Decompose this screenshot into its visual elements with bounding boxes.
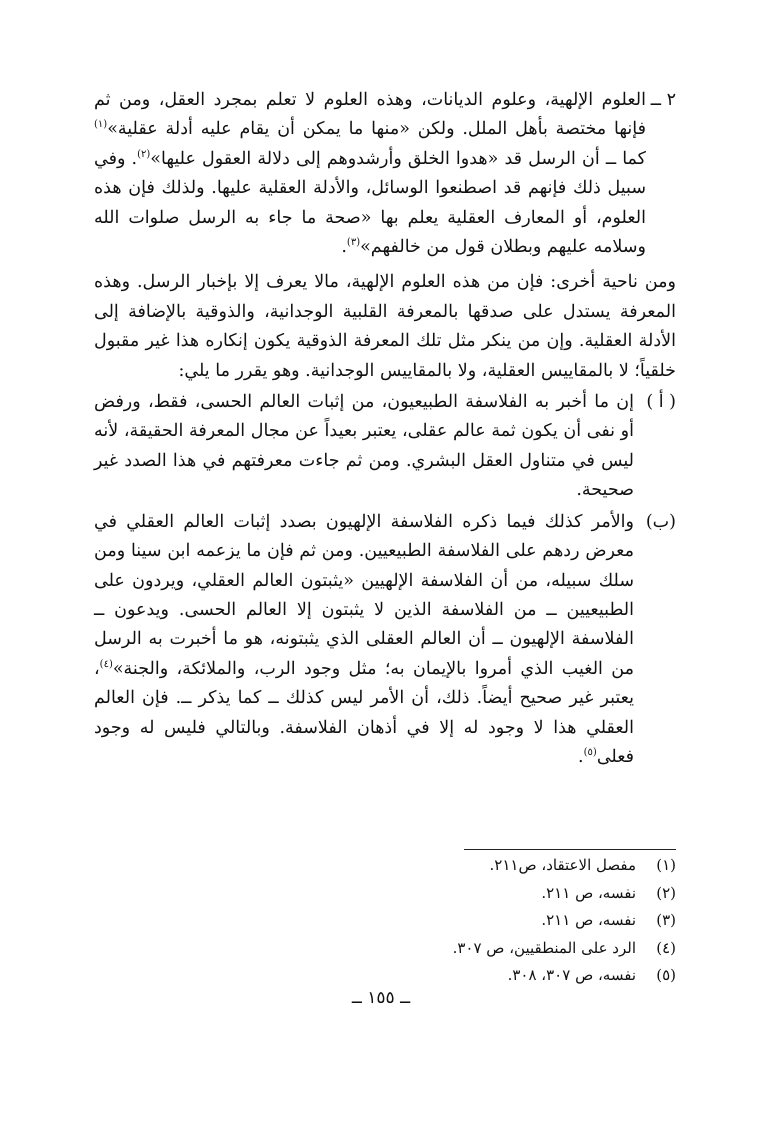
paragraph-other-side: ومن ناحية أخرى: فإن من هذه العلوم الإلهية، مالا يعرف إلا بإخبار الرسل. وهذه المعرفة يستدل على صدقها بالمعرفة القلبية الوجدانية، والذوقية بالإضافة إلى الأدلة العقلية. وإن من ينكر مثل تلك المعرفة الذوقية يكون إنكاره هذا غير مقبول خلقياً؛ لا بالمقاييس العقلية، ولا بالمقاييس الوجدانية. وهو يقرر ما يلي:: [94, 272, 676, 381]
footnote-number: (٢): [656, 883, 676, 902]
footnote-number: (٣): [656, 911, 676, 929]
footnote-number: (١): [656, 856, 676, 874]
footnote-ref-1[interactable]: (١): [94, 119, 108, 131]
footnote-ref-5[interactable]: (٥): [583, 747, 597, 759]
numbered-item-2: [94, 86, 676, 262]
main-text: [94, 86, 676, 772]
footnote-text: نفسه، ص ٢١١.: [541, 911, 636, 929]
footnote: [256, 935, 676, 963]
sub-item-a: [94, 388, 676, 506]
sub-item-b: [94, 508, 676, 773]
item-2-text: العلوم الإلهية، وعلوم الديانات، وهذه العلوم لا تعلم بمجرد العقل، ومن ثم فإنها مختصة بأهل الملل. ولكن «منها ما يمكن أن يقام عليه أدلة عقلية»$^{(١)}$ كما ــ أن الرسل قد «هدوا الخلق وأرشدوهم إلى دلالة العقول عليها»$^{(٢)}$. وفي سبيل ذلك فإنهم قد اصطنعوا الوسائل، والأدلة العقلية عليها. ولذلك فإن هذه العلوم، أو المعارف العقلية يعلم بها «صحة ما جاء به الرسل صلوات الله وسلامه عليهم وبطلان قول من خالفهم»$^{(٣)}$.: [94, 90, 646, 258]
footnote-text: الرد على المنطقيين، ص ٣٠٧.: [452, 938, 636, 957]
sub-item-b-text: والأمر كذلك فيما ذكره الفلاسفة الإلهيون بصدد إثبات العالم العقلي في معرض ردهم على الفلاسفة الطبيعيين. ومن ثم فإن ما يزعمه ابن سينا ومن سلك سبيله، من أن الفلاسفة الإلهيين «يثبتون العالم العقلي، ويردون على الطبيعيين ــ من الفلاسفة الذين لا يثبتون إلا العالم الحسى. ويدعون ــ الفلاسفة الإلهيون ــ أن العالم العقلى الذي يثبتونه، هو ما أخبرت به الرسل من الغيب الذي أمروا بالإيمان به؛ مثل وجود الرب، والملائكة، والجنة»$^{(٤)}$، يعتبر غير صحيح أيضاً. ذلك، أن الأمر ليس كذلك ــ كما يذكر ــ. فإن العالم العقلي هذا لا وجود له إلا في أذهان الفلاسفة. وبالتالي فليس له وجود فعلى$^{(٥)}$.: [94, 511, 634, 767]
sub-item-a-text: إن ما أخبر به الفلاسفة الطبيعيون، من إثبات العالم الحسى، فقط، ورفض أو نفى أن يكون ثمة عالم عقلى، يعتبر بعيداً عن مجال المعرفة الحقيقة، لأنه ليس في متناول العقل البشري. ومن ثم جاءت معرفتهم في هذا الصدد غير صحيحة.: [94, 392, 634, 501]
page-number: ــ ١٥٥ ــ: [351, 988, 411, 1008]
footnote-ref-3[interactable]: (٣): [346, 237, 361, 249]
footnote-number: (٥): [656, 966, 676, 984]
footnote-divider: [464, 849, 676, 850]
sub-item-a-label: ( أ ): [646, 392, 676, 413]
footnote-ref-2[interactable]: (٢): [137, 148, 151, 160]
footnotes: [256, 852, 676, 990]
footnote-text: مفصل الاعتقاد، ص٢١١.: [489, 856, 636, 874]
footnote: [256, 852, 676, 880]
footnote: [256, 880, 676, 908]
item-number: ٢ ــ: [650, 90, 676, 110]
sub-item-b-label: (ب): [645, 511, 676, 532]
footnote: [256, 962, 676, 990]
footnote-text: نفسه، ص ٣٠٧، ٣٠٨.: [507, 966, 636, 984]
footnote-ref-4[interactable]: (٤): [99, 658, 113, 670]
footnote: [256, 907, 676, 935]
footnote-number: (٤): [656, 938, 676, 957]
footnote-text: نفسه، ص ٢١١.: [541, 883, 636, 902]
